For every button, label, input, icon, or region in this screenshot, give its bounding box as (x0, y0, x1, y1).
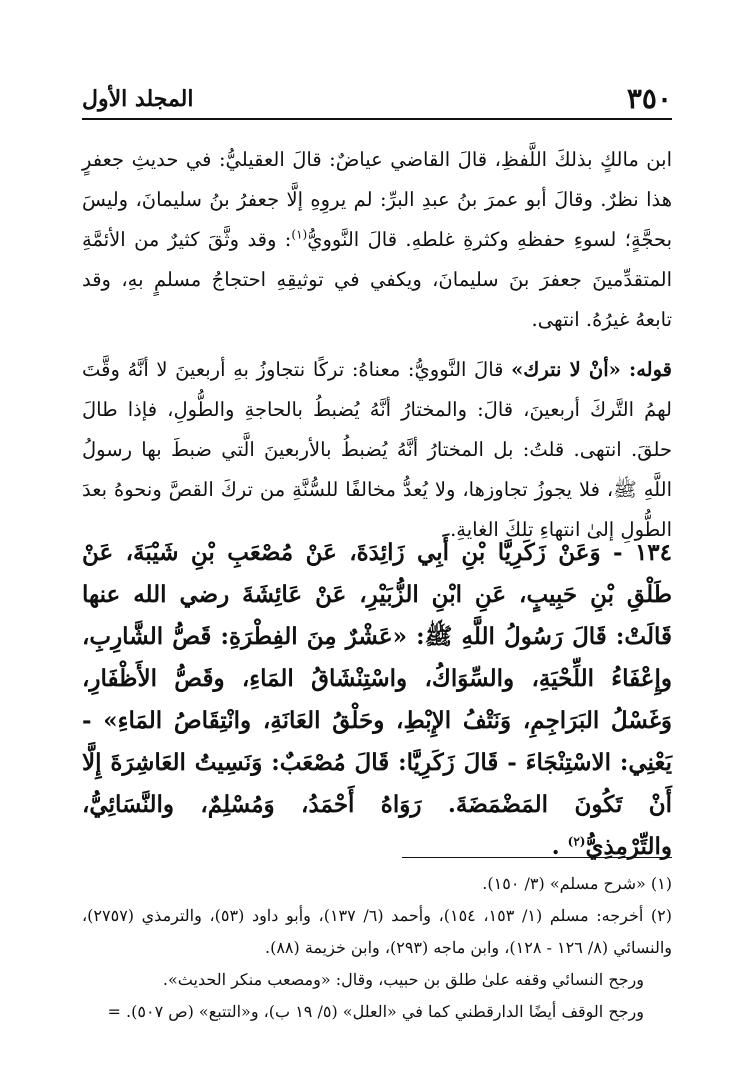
footnote-ref-1: (١) (291, 227, 308, 242)
hadith-text (82, 532, 672, 868)
footnote-1: (١) «شرح مسلم» (٣/ ١٥٠). (482, 874, 672, 893)
footnote-2: (٢) أخرجه: مسلم (١/ ١٥٣، ١٥٤)، وأحمد (٦/ ١٣٧)، وأبو داود (٥٣)، والترمذي (٢٧٥٧)، والنسائي (٨/ ١٢٦ - ١٢٨)، وابن ماجه (٢٩٣)، وابن خزيمة (٨٨). (82, 906, 672, 957)
hadith-body: ١٣٤ - وَعَنْ زَكَرِيَّا بْنِ أَبِي زَائِدَةَ، عَنْ مُصْعَبِ بْنِ شَيْبَةَ، عَنْ طَلْقِ بْنِ حَبِيبٍ، عَنِ ابْنِ الزُّبَيْرِ، عَنْ عَائِشَةَ رضي الله عنها قَالَتْ: قَالَ رَسُولُ اللَّهِ ﷺ: «عَشْرٌ مِنَ الفِطْرَةِ: قَصُّ الشَّارِبِ، وإِعْفَاءُ اللِّحْيَةِ، والسِّوَاكُ، واسْتِنْشَاقُ المَاءِ، وقَصُّ الأَظْفَارِ، وَغَسْلُ البَرَاجِمِ، وَنَتْفُ الإِبْطِ، وحَلْقُ العَانَةِ، وانْتِقَاصُ المَاءِ» - يَعْنِي: الاسْتِنْجَاءَ - قَالَ زَكَرِيَّا: قَالَ مُصْعَبٌ: وَنَسِيتُ العَاشِرَةَ إِلَّا أَنْ تَكُونَ المَضْمَضَةَ. رَوَاهُ أَحْمَدُ، وَمُسْلِمٌ، والنَّسَائِيُّ، والتِّرْمِذِيُّ (82, 539, 672, 860)
commentary-text: ابن مالكٍ بذلكَ اللَّفظِ، قالَ القاضي عياضٌ: قالَ العقيليُّ: في حديثِ جعفرٍ هذا نظرٌ. وقالَ أبو عمرَ بنُ عبدِ البرِّ: لم يروِهِ إلَّا جعفرُ بنُ سليمانَ، وليسَ بحجَّةٍ؛ لسوءِ حفظهِ وكثرةِ غلطهِ. قالَ النَّوويُّ (82, 148, 673, 251)
footnote-2-note: ورجح الوقف أيضًا الدارقطني كما في «العلل» (٥/ ١٩ ب)، و«التتبع» (ص ٥٠٧). = (107, 1002, 644, 1021)
footnote-2-note: ورجح النسائي وقفه علىٰ طلق بن حبيب، وقال: «ومصعب منكر الحديث». (162, 970, 644, 989)
commentary-text: قالَ النَّوويُّ: معناهُ: تركًا نتجاوزُ بهِ أربعينَ لا أنَّهُ وقَّتَ لهمُ التَّركَ أربعينَ، قالَ: والمختارُ أنَّهُ يُضبطُ بالحاجةِ والطُّولِ، فإذا طالَ حلقَ. انتهى. قلتُ: بل المختارُ أنَّهُ يُضبطُ بالأربعينَ الَّتي ضبطَ بها رسولُ اللَّهِ ﷺ، فلا يجوزُ تجاوزها، ولا يُعدُّ مخالفًا للسُّنَّةِ من تركَ القصَّ ونحوهُ بعدَ الطُّولِ إلىٰ انتهاءِ تلكَ الغايةِ. (82, 358, 672, 541)
commentary-paragraph-1 (82, 140, 672, 340)
commentary-keyword: قوله: «أنْ لا نترك» (511, 358, 672, 381)
footnotes (82, 868, 672, 1028)
hadith-section (82, 532, 672, 868)
page-header (82, 78, 672, 120)
footnote-divider (402, 857, 672, 858)
hadith-end: . (551, 833, 568, 860)
commentary-paragraph-2 (82, 350, 672, 550)
commentary-text: : وقد وثَّقَ كثيرٌ من الأئمَّةِ المتقدِّمينَ جعفرَ بنَ سليمانَ، ويكفي في توثيقِهِ احتجاجُ مسلمٍ بهِ، وقد تابعهُ غيرُهُ. انتهى. (82, 228, 672, 331)
page-number: ٣٥٠ (626, 82, 672, 115)
footnote-ref-2: (٢) (567, 834, 586, 849)
commentary-section (82, 140, 672, 550)
volume-title: المجلد الأول (82, 86, 194, 112)
